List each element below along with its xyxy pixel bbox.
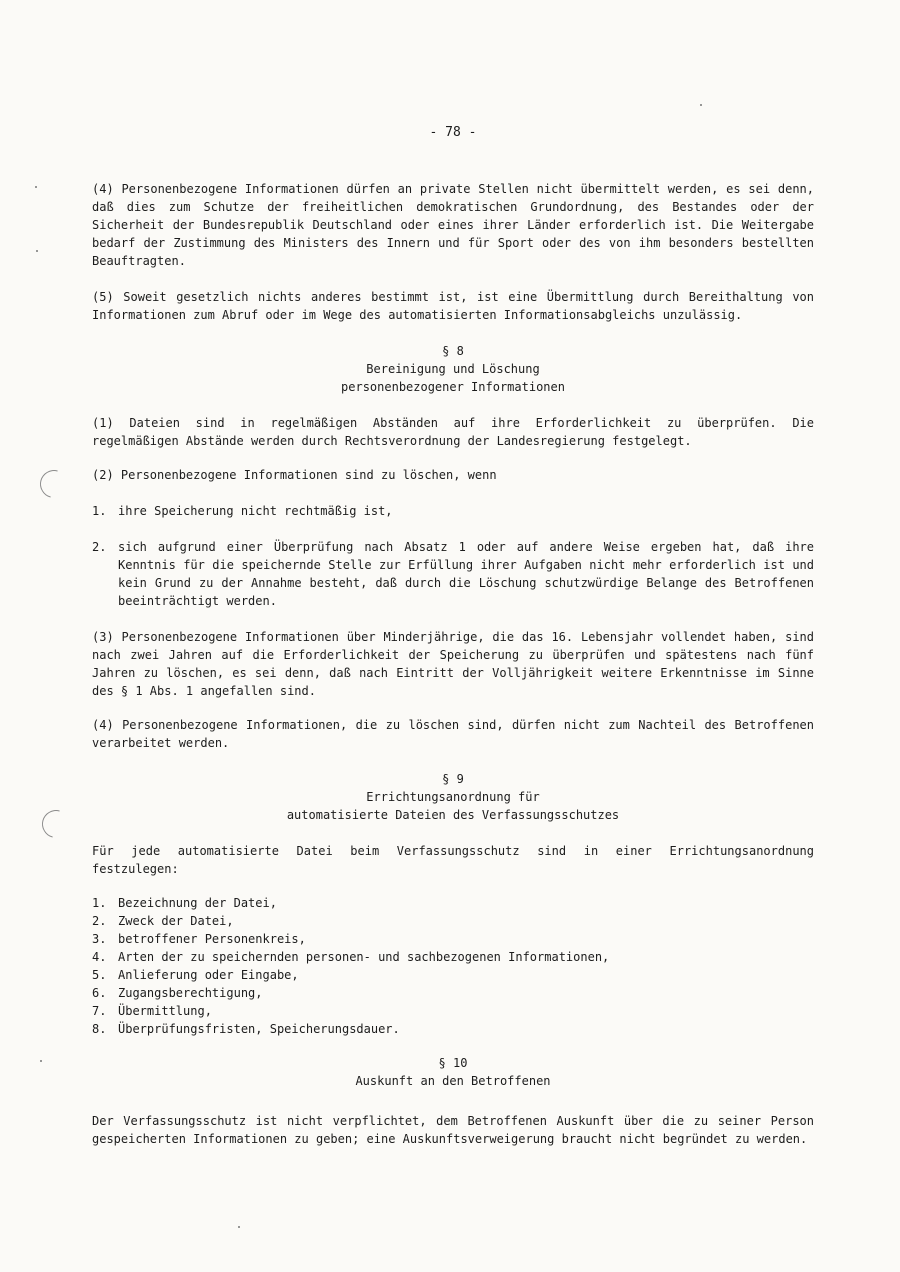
list-item: [92, 1002, 814, 1020]
list-item-number: 2.: [92, 914, 107, 928]
list-item-number: 2.: [92, 540, 107, 554]
paragraph-text: (4) Personenbezogene Informationen, die zu löschen sind, dürfen nicht zum Nachteil des Betroffenen verarbeitet werden.: [92, 718, 814, 750]
paragraph-text: (3) Personenbezogene Informationen über Minderjährige, die das 16. Lebensjahr vollendet haben, sind nach zwei Jahren auf die Erforderlichkeit der Speicherung zu überprüfen und spätestens nach fünf Jahren zu löschen, es sei denn, daß nach Eintritt der Volljährigkeit weitere Erkenntnisse im Sinne des § 1 Abs. 1 angefallen sind.: [92, 630, 814, 698]
list-item-text: Zugangsberechtigung,: [118, 986, 263, 1000]
list-item-number: 8.: [92, 1022, 107, 1036]
paragraph-text: (2) Personenbezogene Informationen sind zu löschen, wenn: [92, 468, 497, 482]
list-item: [92, 948, 814, 966]
list-item-number: 6.: [92, 986, 107, 1000]
list-item: [92, 894, 814, 912]
section-title: automatisierte Dateien des Verfassungsschutzes: [286, 808, 620, 822]
scan-speck: [40, 1060, 42, 1062]
section-8-item-2: [92, 538, 814, 610]
paragraph-text: Für jede automatisierte Datei beim Verfassungsschutz sind in einer Errichtungsanordnung festzulegen:: [92, 844, 814, 876]
section-title: Errichtungsanordnung für: [366, 790, 540, 804]
scan-speck: [238, 1226, 240, 1228]
paragraph-text: (5) Soweit gesetzlich nichts anderes bestimmt ist, ist eine Übermittlung durch Bereithaltung von Informationen zum Abruf oder im Wege des automatisierten Informationsabgleichs unzulässig.: [92, 290, 814, 322]
list-item: [92, 930, 814, 948]
list-item-text: Bezeichnung der Datei,: [118, 896, 277, 910]
paragraph-text: (1) Dateien sind in regelmäßigen Abständen auf ihre Erforderlichkeit zu überprüfen. Die regelmäßigen Abstände werden durch Rechtsverordnung der Landesregierung festgelegt.: [92, 416, 814, 448]
list-item-number: 3.: [92, 932, 107, 946]
section-9-list: [92, 894, 814, 1038]
scan-speck: [700, 104, 702, 106]
list-item-text: Anlieferung oder Eingabe,: [118, 968, 299, 982]
list-item-text: Überprüfungsfristen, Speicherungsdauer.: [118, 1022, 400, 1036]
paragraph-transfer-private: [92, 180, 814, 270]
section-8-paragraph-1: [92, 414, 814, 450]
list-item-text: Arten der zu speichernden personen- und sachbezogenen Informationen,: [118, 950, 610, 964]
list-item-text: Übermittlung,: [118, 1004, 212, 1018]
section-9-heading: [92, 770, 814, 824]
list-item: [92, 966, 814, 984]
list-item-text: Zweck der Datei,: [118, 914, 234, 928]
section-9-intro: [92, 842, 814, 878]
paragraph-text: (4) Personenbezogene Informationen dürfen an private Stellen nicht übermittelt werden, es sei denn, daß dies zum Schutze der freiheitlichen demokratischen Grundordnung, des Bestandes oder der Sicherheit der Bundesrepublik Deutschland oder eines ihrer Länder erforderlich ist. Die Weitergabe bedarf der Zustimmung des Ministers des Innern und für Sport oder des von ihm besonders bestellten Beauftragten.: [92, 182, 814, 268]
section-10-paragraph: [92, 1112, 814, 1148]
section-8-paragraph-4: [92, 716, 814, 752]
section-title: Auskunft an den Betroffenen: [355, 1074, 551, 1088]
list-item-text: betroffener Personenkreis,: [118, 932, 306, 946]
section-8-paragraph-2: [92, 466, 814, 484]
page-number: - 78 -: [429, 125, 477, 140]
section-title: personenbezogener Informationen: [341, 380, 565, 394]
scan-speck: [35, 186, 37, 188]
section-8-item-1: [92, 502, 814, 520]
list-item-number: 5.: [92, 968, 107, 982]
list-item-number: 1.: [92, 896, 107, 910]
list-item-text: ihre Speicherung nicht rechtmäßig ist,: [118, 504, 393, 518]
punch-hole-mark: [35, 465, 73, 503]
section-8-paragraph-3: [92, 628, 814, 700]
list-item-text: sich aufgrund einer Überprüfung nach Absatz 1 oder auf andere Weise ergeben hat, daß ihre Kenntnis für die speichernde Stelle zur Erfüllung ihrer Aufgaben nicht mehr erforderlich ist und kein Grund zu der Annahme besteht, daß durch die Löschung schutzwürdige Belange des Betroffenen beeinträchtigt werden.: [118, 540, 814, 608]
paragraph-online-access: [92, 288, 814, 324]
section-number: § 8: [442, 344, 464, 358]
section-8-heading: [92, 342, 814, 396]
list-item-number: 4.: [92, 950, 107, 964]
section-number: § 9: [442, 772, 464, 786]
list-item-number: 1.: [92, 504, 107, 518]
list-item: [92, 912, 814, 930]
punch-hole-mark: [37, 805, 75, 843]
list-item: [92, 1020, 814, 1038]
section-title: Bereinigung und Löschung: [366, 362, 540, 376]
list-item-number: 7.: [92, 1004, 107, 1018]
paragraph-text: Der Verfassungsschutz ist nicht verpflichtet, dem Betroffenen Auskunft über die zu seiner Person gespeicherten Informationen zu geben; eine Auskunftsverweigerung braucht nicht begründet zu werden.: [92, 1114, 814, 1146]
scan-speck: [36, 250, 38, 252]
section-10-heading: [92, 1054, 814, 1090]
list-item: [92, 984, 814, 1002]
section-number: § 10: [438, 1056, 468, 1070]
